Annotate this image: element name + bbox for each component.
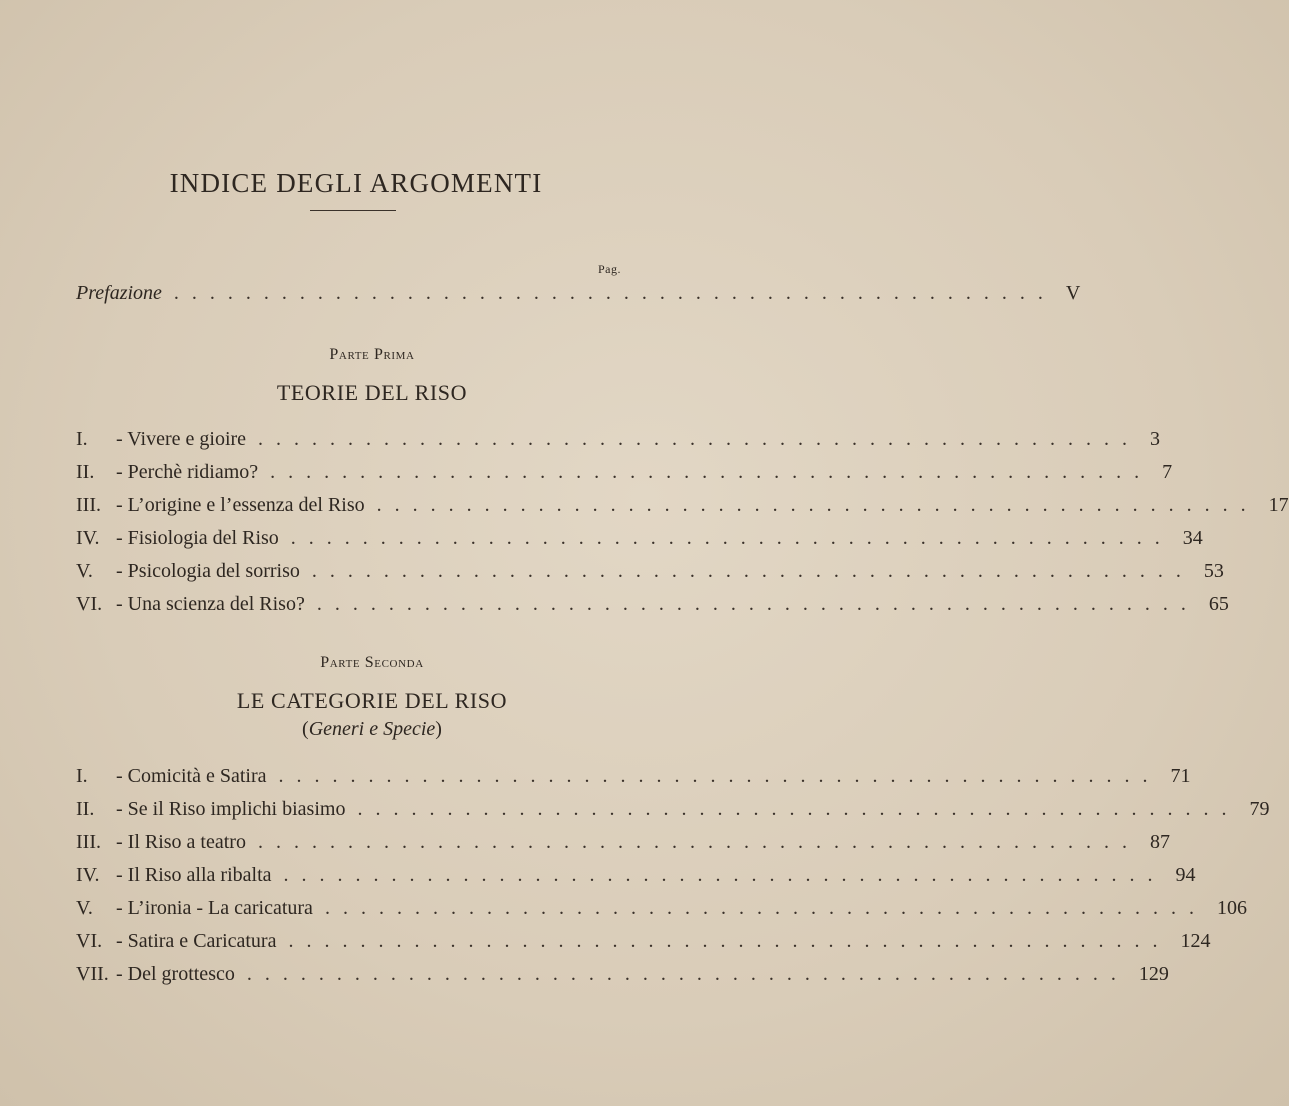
chapter-title: - Satira e Caricatura: [116, 930, 277, 952]
chapter-page: 53: [1203, 560, 1224, 582]
chapter-page: 34: [1182, 527, 1203, 549]
chapter-page: 71: [1170, 765, 1191, 787]
page-title: INDICE DEGLI ARGOMENTI: [169, 168, 543, 198]
chapter-title: - Fisiologia del Riso: [116, 527, 279, 549]
chapter-title: - Perchè ridiamo?: [116, 461, 259, 483]
leader-dots: .................................................: [288, 930, 1171, 952]
leader-dots: .................................................: [290, 527, 1173, 549]
toc-row-preface: [76, 282, 1081, 312]
chapter-page: 17: [1268, 494, 1289, 516]
leader-dots: .................................................: [270, 461, 1153, 483]
chapter-number: VI.: [76, 930, 103, 952]
part-two-subtitle-text: Generi e Specie: [308, 718, 436, 740]
chapter-title: - Vivere e gioire: [116, 428, 247, 450]
toc-row: [76, 864, 1196, 894]
chapter-title: - Una scienza del Riso?: [116, 593, 305, 615]
chapter-title: - L’ironia - La caricatura: [116, 897, 313, 919]
leader-dots: .................................................: [311, 560, 1194, 582]
preface-title: Prefazione: [76, 282, 162, 304]
leader-dots: .................................................: [173, 282, 1056, 304]
toc-row: [76, 930, 1211, 960]
chapter-page: 94: [1175, 864, 1196, 886]
toc-row: [76, 461, 1173, 491]
chapter-number: III.: [76, 831, 101, 853]
chapter-page: 79: [1249, 798, 1270, 820]
toc-row: [76, 593, 1229, 623]
toc-row: [76, 831, 1170, 861]
toc-row: [76, 560, 1224, 590]
chapter-page: 129: [1138, 963, 1169, 985]
chapter-number: I.: [76, 428, 88, 450]
chapter-title: - Psicologia del sorriso: [116, 560, 300, 582]
chapter-number: VI.: [76, 593, 103, 615]
chapter-title: - Il Riso a teatro: [116, 831, 246, 853]
chapter-number: VII.: [76, 963, 109, 985]
preface-page: V: [1065, 282, 1081, 304]
chapter-page: 3: [1150, 428, 1161, 450]
toc-row: [76, 897, 1247, 927]
part-one-label: Parte Prima: [329, 346, 415, 363]
chapter-page: 124: [1180, 930, 1211, 952]
title-rule: [310, 210, 396, 211]
part-one-title: TEORIE DEL RISO: [276, 380, 468, 405]
chapter-page: 87: [1149, 831, 1170, 853]
part-two-subtitle: (Generi e Specie): [302, 718, 442, 740]
chapter-number: V.: [76, 560, 93, 582]
toc-row: [76, 765, 1191, 795]
leader-dots: .................................................: [278, 765, 1161, 787]
leader-dots: .................................................: [258, 428, 1141, 450]
chapter-number: I.: [76, 765, 88, 787]
page-column-label: Pag.: [598, 262, 621, 276]
chapter-number: V.: [76, 897, 93, 919]
toc-row: [76, 798, 1270, 828]
chapter-number: III.: [76, 494, 101, 516]
chapter-title: - Se il Riso implichi biasimo: [116, 798, 346, 820]
chapter-title: - Comicità e Satira: [116, 765, 267, 787]
leader-dots: .................................................: [257, 831, 1140, 853]
leader-dots: .................................................: [316, 593, 1199, 615]
chapter-page: 7: [1162, 461, 1173, 483]
chapter-number: II.: [76, 461, 95, 483]
toc-row: [76, 963, 1169, 993]
leader-dots: .................................................: [246, 963, 1129, 985]
leader-dots: .................................................: [357, 798, 1240, 820]
leader-dots: .................................................: [376, 494, 1259, 516]
toc-row: [76, 428, 1161, 458]
part-two-label: Parte Seconda: [320, 654, 424, 671]
chapter-title: - Del grottesco: [116, 963, 235, 985]
leader-dots: .................................................: [283, 864, 1166, 886]
chapter-number: IV.: [76, 864, 100, 886]
chapter-number: II.: [76, 798, 95, 820]
toc-row: [76, 494, 1289, 524]
chapter-number: IV.: [76, 527, 100, 549]
toc-row: [76, 527, 1203, 557]
part-two-title: LE CATEGORIE DEL RISO: [236, 688, 508, 713]
chapter-title: - Il Riso alla ribalta: [116, 864, 272, 886]
chapter-page: 106: [1216, 897, 1247, 919]
chapter-page: 65: [1208, 593, 1229, 615]
leader-dots: .................................................: [324, 897, 1207, 919]
chapter-title: - L’origine e l’essenza del Riso: [116, 494, 365, 516]
